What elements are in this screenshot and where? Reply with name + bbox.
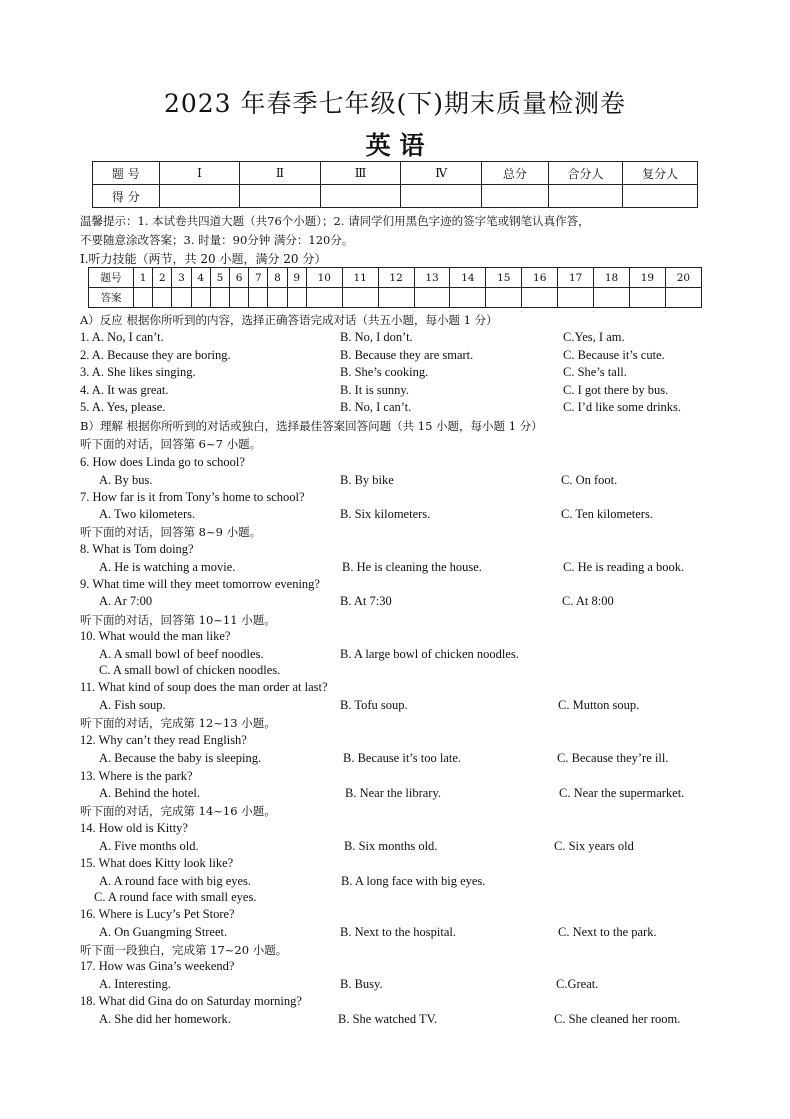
option-13b[interactable]: B. Near the library. (345, 786, 442, 800)
option-14b[interactable]: B. Six months old. (344, 839, 438, 853)
option-9b[interactable]: B. At 7:30 (340, 594, 392, 608)
answer-cell[interactable] (486, 288, 522, 308)
answer-number-cell: 8 (268, 268, 287, 288)
answer-number-cell: 3 (172, 268, 191, 288)
question-10: 10. What would the man like? (80, 629, 231, 643)
answer-number-cell: 5 (210, 268, 229, 288)
question-14: 14. How old is Kitty? (80, 821, 188, 835)
answer-number-cell: 9 (287, 268, 306, 288)
option-14c[interactable]: C. Six years old (554, 839, 634, 853)
answer-number-cell: 1 (134, 268, 153, 288)
option-11a[interactable]: A. Fish soup. (99, 698, 166, 712)
option-14a[interactable]: A. Five months old. (99, 839, 199, 853)
score-cell[interactable] (240, 185, 321, 208)
tips-line-2: 不要随意涂改答案；3. 时量：90分钟 满分：120分。 (80, 233, 354, 247)
partA-option-1b[interactable]: B. No, I don’t. (340, 330, 413, 344)
option-10c[interactable]: C. A small bowl of chicken noodles. (99, 663, 281, 677)
score-header-cell: Ⅱ (240, 162, 321, 185)
score-table (92, 161, 698, 208)
answer-cell[interactable] (629, 288, 665, 308)
answer-cell[interactable] (172, 288, 191, 308)
partA-option-3b[interactable]: B. She’s cooking. (340, 365, 429, 379)
answer-number-cell: 7 (249, 268, 268, 288)
option-11b[interactable]: B. Tofu soup. (340, 698, 408, 712)
option-8a[interactable]: A. He is watching a movie. (99, 560, 236, 574)
partA-option-1c[interactable]: C.Yes, I am. (563, 330, 625, 344)
partA-option-2a[interactable]: 2. A. Because they are boring. (80, 347, 231, 362)
question-11: 11. What kind of soup does the man order at last? (80, 680, 328, 694)
section-heading: Ⅰ.听力技能（两节，共 20 小题，满分 20 分） (80, 252, 327, 266)
partA-option-5b[interactable]: B. No, I can’t. (340, 400, 412, 414)
option-18c[interactable]: C. She cleaned her room. (554, 1012, 681, 1026)
score-row-label: 得 分 (93, 185, 160, 208)
partA-heading: A）反应 根据你所听到的内容，选择正确答语完成对话（共五小题，每小题 1 分） (80, 313, 498, 327)
option-10b[interactable]: B. A large bowl of chicken noodles. (340, 647, 519, 661)
option-17b[interactable]: B. Busy. (340, 977, 383, 991)
question-7: 7. How far is it from Tony’s home to school? (80, 490, 305, 504)
option-12c[interactable]: C. Because they’re ill. (557, 751, 669, 765)
answer-cell[interactable] (210, 288, 229, 308)
answer-number-cell: 6 (230, 268, 249, 288)
answer-number-cell: 12 (378, 268, 414, 288)
answer-row-label: 题号 (89, 268, 134, 288)
question-8: 8. What is Tom doing? (80, 542, 194, 556)
listen-instruction: 听下面的对话，完成第 12~13 小题。 (80, 716, 276, 730)
option-15b[interactable]: B. A long face with big eyes. (341, 874, 486, 888)
option-11c[interactable]: C. Mutton soup. (558, 698, 640, 712)
question-18: 18. What did Gina do on Saturday morning? (80, 994, 302, 1008)
option-8b[interactable]: B. He is cleaning the house. (342, 560, 482, 574)
option-15a[interactable]: A. A round face with big eyes. (99, 874, 252, 888)
answer-row-label: 答案 (89, 288, 134, 308)
listen-instruction: 听下面一段独白，完成第 17~20 小题。 (80, 943, 288, 957)
listen-instruction: 听下面的对话，回答第 10~11 小题。 (80, 613, 276, 627)
score-header-cell: 复分人 (623, 162, 698, 185)
option-7c[interactable]: C. Ten kilometers. (561, 507, 653, 521)
listen-instruction: 听下面的对话，完成第 14~16 小题。 (80, 804, 276, 818)
partA-option-2b[interactable]: B. Because they are smart. (340, 347, 474, 362)
option-16b[interactable]: B. Next to the hospital. (340, 925, 456, 939)
answer-cell[interactable] (306, 288, 342, 308)
option-16a[interactable]: A. On Guangming Street. (99, 925, 228, 939)
answer-cell[interactable] (414, 288, 450, 308)
answer-cell[interactable] (268, 288, 287, 308)
listen-instruction: 听下面的对话，回答第 6~7 小题。 (80, 437, 262, 451)
answer-cell[interactable] (287, 288, 306, 308)
answer-number-cell: 4 (191, 268, 210, 288)
answer-cell[interactable] (230, 288, 249, 308)
partA-option-3c[interactable]: C. She’s tall. (563, 365, 627, 379)
answer-number-cell: 11 (342, 268, 378, 288)
answer-cell[interactable] (153, 288, 172, 308)
option-13a[interactable]: A. Behind the hotel. (99, 786, 201, 800)
score-header-cell: 总分 (481, 162, 548, 185)
score-cell[interactable] (481, 185, 548, 208)
question-17: 17. How was Gina’s weekend? (80, 959, 235, 973)
question-12: 12. Why can’t they read English? (80, 733, 247, 747)
answer-cell[interactable] (191, 288, 210, 308)
answer-number-cell: 16 (522, 268, 558, 288)
score-header-cell: Ⅲ (320, 162, 401, 185)
answer-cell[interactable] (665, 288, 701, 308)
option-7b[interactable]: B. Six kilometers. (340, 507, 431, 521)
option-9a[interactable]: A. Ar 7:00 (99, 594, 153, 608)
option-12b[interactable]: B. Because it’s too late. (343, 751, 462, 765)
option-9c[interactable]: C. At 8:00 (562, 594, 614, 608)
page-title: 2023 年春季七年级(下)期末质量检测卷 (163, 89, 627, 118)
option-17c[interactable]: C.Great. (556, 977, 599, 991)
partB-heading: B）理解 根据你所听到的对话或独白，选择最佳答案回答问题（共 15 小题，每小题 1 分） (80, 419, 543, 433)
option-16c[interactable]: C. Next to the park. (558, 925, 657, 939)
option-6b[interactable]: B. By bike (340, 473, 394, 487)
partA-option-2c[interactable]: C. Because it’s cute. (563, 347, 665, 362)
answer-number-cell: 17 (558, 268, 594, 288)
score-header-cell: Ⅳ (401, 162, 482, 185)
question-16: 16. Where is Lucy’s Pet Store? (80, 907, 235, 921)
partA-option-5a[interactable]: 5. A. Yes, please. (80, 400, 166, 414)
answer-number-cell: 14 (450, 268, 486, 288)
question-15: 15. What does Kitty look like? (80, 856, 234, 870)
partA-option-4c[interactable]: C. I got there by bus. (563, 382, 669, 397)
listen-instruction: 听下面的对话，回答第 8~9 小题。 (80, 525, 262, 539)
option-8c[interactable]: C. He is reading a book. (563, 560, 685, 574)
partA-option-5c[interactable]: C. I’d like some drinks. (563, 400, 682, 414)
answer-cell[interactable] (594, 288, 630, 308)
tips-line-1: 温馨提示：1. 本试卷共四道大题（共76个小题）；2. 请同学们用黑色字迹的签字笔或钢笔认真作答， (80, 214, 590, 228)
option-17a[interactable]: A. Interesting. (99, 977, 171, 991)
answer-number-cell: 2 (153, 268, 172, 288)
answer-table (88, 267, 702, 308)
answer-cell[interactable] (522, 288, 558, 308)
answer-cell[interactable] (450, 288, 486, 308)
option-6a[interactable]: A. By bus. (99, 473, 153, 487)
option-18a[interactable]: A. She did her homework. (99, 1012, 231, 1026)
subject-title: 英 语 (365, 131, 425, 160)
option-13c[interactable]: C. Near the supermarket. (559, 786, 685, 800)
score-header-cell: Ⅰ (159, 162, 240, 185)
answer-cell[interactable] (134, 288, 153, 308)
answer-number-cell: 18 (594, 268, 630, 288)
score-header-cell: 题 号 (93, 162, 160, 185)
answer-number-cell: 20 (665, 268, 701, 288)
option-10a[interactable]: A. A small bowl of beef noodles. (99, 647, 264, 661)
answer-cell[interactable] (249, 288, 268, 308)
question-13: 13. Where is the park? (80, 769, 193, 783)
partA-option-3a[interactable]: 3. A. She likes singing. (80, 365, 196, 379)
score-cell[interactable] (548, 185, 623, 208)
score-cell[interactable] (623, 185, 698, 208)
option-15c[interactable]: C. A round face with small eyes. (94, 890, 257, 904)
answer-number-cell: 13 (414, 268, 450, 288)
option-12a[interactable]: A. Because the baby is sleeping. (99, 751, 262, 765)
score-cell[interactable] (401, 185, 482, 208)
answer-number-cell: 10 (306, 268, 342, 288)
option-7a[interactable]: A. Two kilometers. (99, 507, 196, 521)
score-cell[interactable] (159, 185, 240, 208)
question-9: 9. What time will they meet tomorrow evening? (80, 577, 320, 591)
option-18b[interactable]: B. She watched TV. (338, 1012, 438, 1026)
answer-cell[interactable] (558, 288, 594, 308)
score-header-cell: 合分人 (548, 162, 623, 185)
question-6: 6. How does Linda go to school? (80, 455, 245, 469)
partA-option-4b[interactable]: B. It is sunny. (340, 382, 409, 397)
option-6c[interactable]: C. On foot. (561, 473, 618, 487)
answer-cell[interactable] (378, 288, 414, 308)
score-cell[interactable] (320, 185, 401, 208)
answer-cell[interactable] (342, 288, 378, 308)
answer-number-cell: 19 (629, 268, 665, 288)
partA-option-4a[interactable]: 4. A. It was great. (80, 382, 169, 397)
answer-number-cell: 15 (486, 268, 522, 288)
partA-option-1a[interactable]: 1. A. No, I can’t. (80, 330, 164, 344)
